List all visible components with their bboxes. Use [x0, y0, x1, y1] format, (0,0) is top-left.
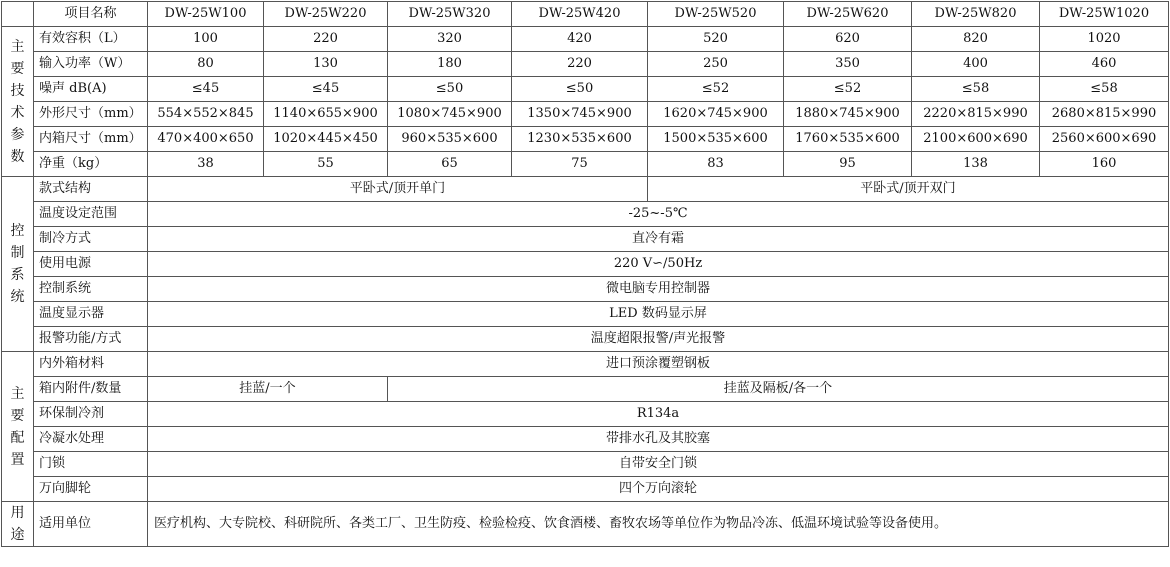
row-label: 款式结构	[34, 177, 148, 202]
row-label: 制冷方式	[34, 227, 148, 252]
table-cell: 100	[148, 27, 264, 52]
group-control: 控制系统	[2, 177, 34, 352]
table-cell: ≤58	[1040, 77, 1169, 102]
table-cell: 460	[1040, 52, 1169, 77]
table-cell: 1350×745×900	[512, 102, 648, 127]
header-row	[2, 2, 1169, 27]
table-cell: 1880×745×900	[784, 102, 912, 127]
table-cell: -25~-5℃	[148, 202, 1169, 227]
table-row	[2, 177, 1169, 202]
row-label: 温度显示器	[34, 302, 148, 327]
model-header: DW-25W220	[264, 2, 388, 27]
table-cell: 620	[784, 27, 912, 52]
table-cell: 2100×600×690	[912, 127, 1040, 152]
table-row	[2, 102, 1169, 127]
table-row	[2, 452, 1169, 477]
model-header: DW-25W620	[784, 2, 912, 27]
table-cell: 520	[648, 27, 784, 52]
table-cell: ≤45	[148, 77, 264, 102]
model-header: DW-25W420	[512, 2, 648, 27]
header-item-label: 项目名称	[34, 2, 148, 27]
row-label: 内外箱材料	[34, 352, 148, 377]
table-cell: 挂蓝/一个	[148, 377, 388, 402]
table-cell: ≤58	[912, 77, 1040, 102]
group-usage: 用途	[2, 502, 34, 547]
table-cell: 960×535×600	[388, 127, 512, 152]
table-cell: 138	[912, 152, 1040, 177]
table-cell: 1020	[1040, 27, 1169, 52]
table-cell: 温度超限报警/声光报警	[148, 327, 1169, 352]
table-row	[2, 27, 1169, 52]
model-header: DW-25W320	[388, 2, 512, 27]
table-row	[2, 227, 1169, 252]
table-cell: 220	[264, 27, 388, 52]
table-cell: 83	[648, 152, 784, 177]
model-header: DW-25W520	[648, 2, 784, 27]
row-label: 冷凝水处理	[34, 427, 148, 452]
table-row	[2, 202, 1169, 227]
row-label: 环保制冷剂	[34, 402, 148, 427]
row-label: 有效容积（L）	[34, 27, 148, 52]
table-cell: 180	[388, 52, 512, 77]
table-cell: 160	[1040, 152, 1169, 177]
row-label: 内箱尺寸（mm）	[34, 127, 148, 152]
row-label: 输入功率（W）	[34, 52, 148, 77]
row-label: 门锁	[34, 452, 148, 477]
model-header: DW-25W100	[148, 2, 264, 27]
table-cell: R134a	[148, 402, 1169, 427]
table-row	[2, 377, 1169, 402]
model-header: DW-25W1020	[1040, 2, 1169, 27]
table-row	[2, 277, 1169, 302]
table-cell: 平卧式/顶开单门	[148, 177, 648, 202]
table-cell: 带排水孔及其胶塞	[148, 427, 1169, 452]
group-main-params: 主要技术参数	[2, 27, 34, 177]
row-label: 箱内附件/数量	[34, 377, 148, 402]
table-cell: 2560×600×690	[1040, 127, 1169, 152]
table-cell: 自带安全门锁	[148, 452, 1169, 477]
row-label: 外形尺寸（mm）	[34, 102, 148, 127]
table-cell: 220 V∽/50Hz	[148, 252, 1169, 277]
table-cell: 2220×815×990	[912, 102, 1040, 127]
table-cell: 130	[264, 52, 388, 77]
table-row	[2, 327, 1169, 352]
table-cell: 1080×745×900	[388, 102, 512, 127]
table-cell: 220	[512, 52, 648, 77]
row-label: 适用单位	[34, 502, 148, 547]
table-cell: 38	[148, 152, 264, 177]
table-cell: 55	[264, 152, 388, 177]
table-cell: 挂蓝及隔板/各一个	[388, 377, 1169, 402]
table-cell: 医疗机构、大专院校、科研院所、各类工厂、卫生防疫、检验检疫、饮食酒楼、畜牧农场等单位作为物品冷冻、低温环境试验等设备使用。	[148, 502, 1169, 547]
group-config: 主要配置	[2, 352, 34, 502]
table-row	[2, 352, 1169, 377]
table-row	[2, 77, 1169, 102]
row-label: 使用电源	[34, 252, 148, 277]
table-cell: 80	[148, 52, 264, 77]
table-cell: 直冷有霜	[148, 227, 1169, 252]
table-row	[2, 502, 1169, 547]
table-row	[2, 427, 1169, 452]
table-cell: 1620×745×900	[648, 102, 784, 127]
table-cell: ≤45	[264, 77, 388, 102]
table-cell: 1760×535×600	[784, 127, 912, 152]
table-cell: 320	[388, 27, 512, 52]
row-label: 净重（kg）	[34, 152, 148, 177]
row-label: 噪声 dB(A)	[34, 77, 148, 102]
table-row	[2, 477, 1169, 502]
table-cell: 820	[912, 27, 1040, 52]
table-cell: 65	[388, 152, 512, 177]
row-label: 温度设定范围	[34, 202, 148, 227]
table-cell: 微电脑专用控制器	[148, 277, 1169, 302]
table-cell: ≤52	[648, 77, 784, 102]
table-row	[2, 127, 1169, 152]
table-cell: ≤50	[512, 77, 648, 102]
table-cell: LED 数码显示屏	[148, 302, 1169, 327]
table-cell: 1230×535×600	[512, 127, 648, 152]
table-cell: 350	[784, 52, 912, 77]
table-cell: 400	[912, 52, 1040, 77]
row-label: 报警功能/方式	[34, 327, 148, 352]
table-cell: 554×552×845	[148, 102, 264, 127]
table-cell: 四个万向滚轮	[148, 477, 1169, 502]
table-cell: ≤52	[784, 77, 912, 102]
row-label: 控制系统	[34, 277, 148, 302]
table-cell: 平卧式/顶开双门	[648, 177, 1169, 202]
spec-table	[1, 1, 1169, 547]
table-cell: 95	[784, 152, 912, 177]
table-row	[2, 252, 1169, 277]
table-cell: ≤50	[388, 77, 512, 102]
table-cell: 1500×535×600	[648, 127, 784, 152]
corner-cell	[2, 2, 34, 27]
row-label: 万向脚轮	[34, 477, 148, 502]
table-row	[2, 402, 1169, 427]
table-cell: 75	[512, 152, 648, 177]
table-cell: 420	[512, 27, 648, 52]
table-cell: 进口预涂覆塑钢板	[148, 352, 1169, 377]
table-cell: 2680×815×990	[1040, 102, 1169, 127]
table-row	[2, 152, 1169, 177]
model-header: DW-25W820	[912, 2, 1040, 27]
table-row	[2, 52, 1169, 77]
table-cell: 250	[648, 52, 784, 77]
table-cell: 1140×655×900	[264, 102, 388, 127]
table-row	[2, 302, 1169, 327]
table-cell: 470×400×650	[148, 127, 264, 152]
table-cell: 1020×445×450	[264, 127, 388, 152]
